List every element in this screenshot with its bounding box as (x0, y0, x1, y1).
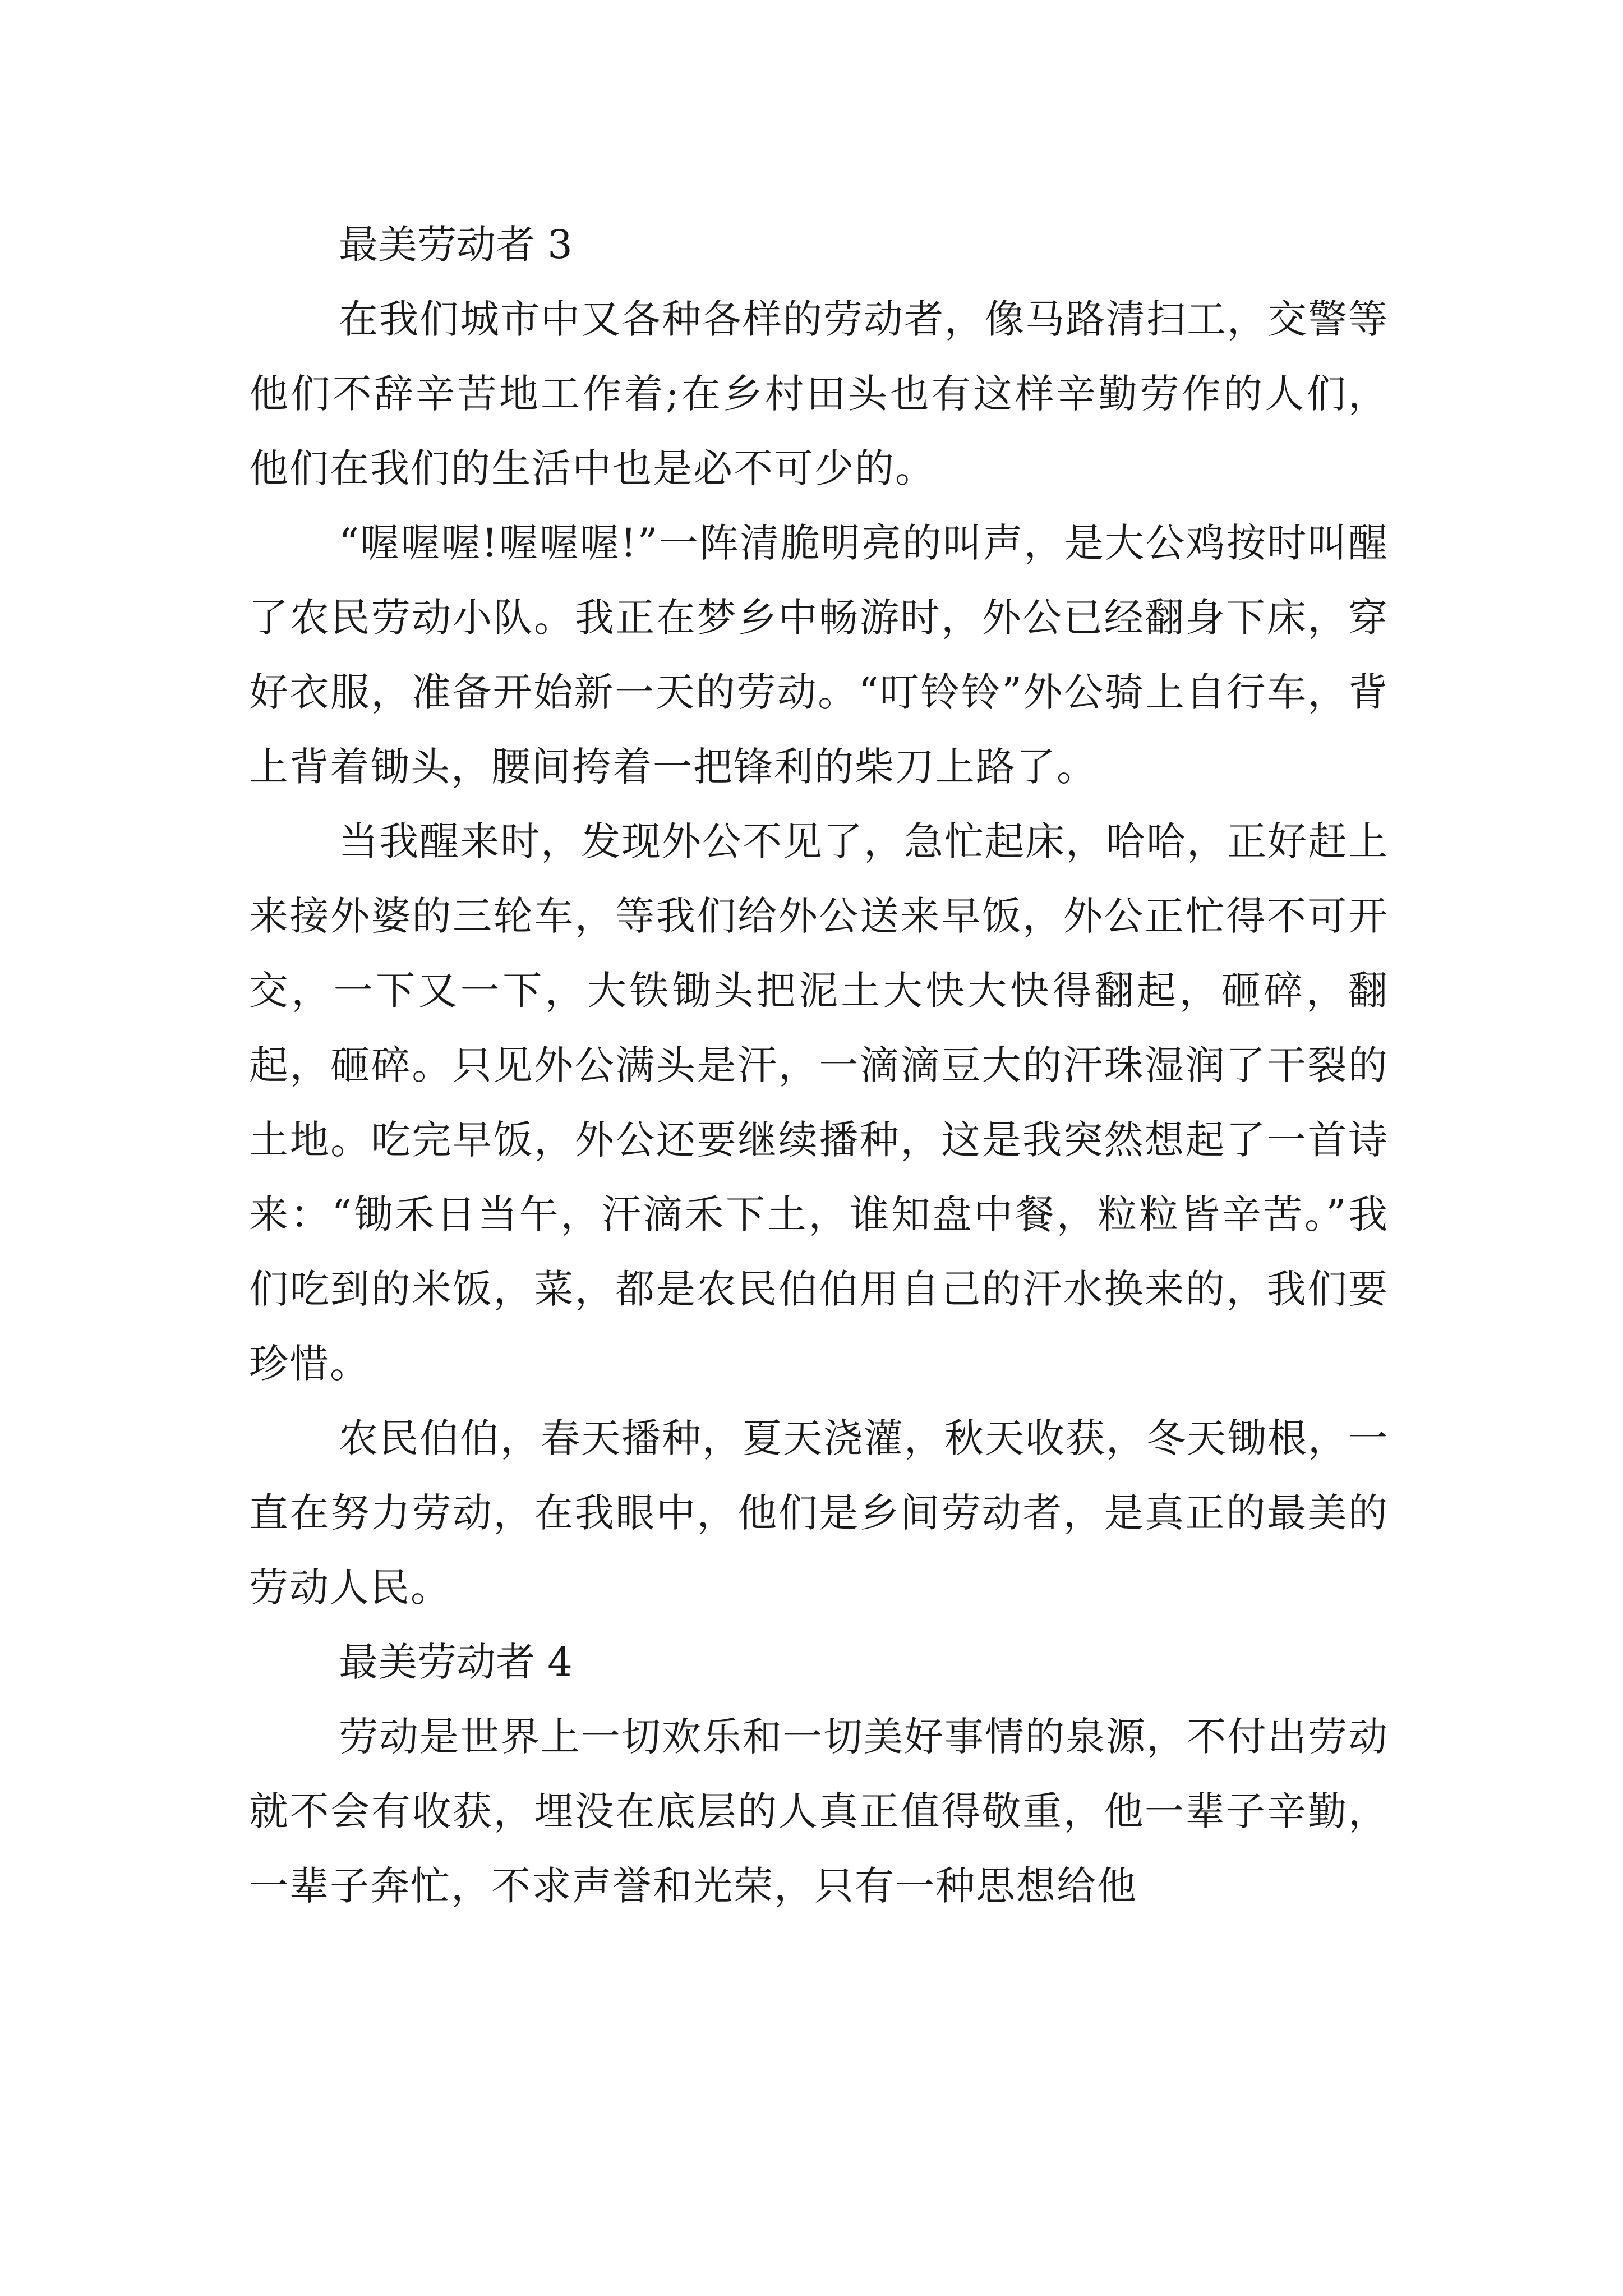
paragraph: 农民伯伯，春天播种，夏天浇灌，秋天收获，冬天锄根，一直在努力劳动，在我眼中，他们是乡间劳动者，是真正的最美的劳动人民。 (249, 1415, 1389, 1611)
paragraph: 劳动是世界上一切欢乐和一切美好事情的泉源，不付出劳动就不会有收获，埋没在底层的人真正值得敬重，他一辈子辛勤，一辈子奔忙，不求声誉和光荣，只有一种思想给他 (249, 1714, 1389, 1909)
section-heading-4: 最美劳动者 4 (339, 1639, 573, 1685)
paragraph: 在我们城市中又各种各样的劳动者，像马路清扫工，交警等他们不辞辛苦地工作着;在乡村田头也有这样辛勤劳作的人们，他们在我们的生活中也是必不可少的。 (249, 296, 1389, 491)
document-body (249, 208, 1389, 1924)
section-heading-3: 最美劳动者 3 (339, 222, 573, 268)
paragraph: “喔喔喔!喔喔喔!”一阵清脆明亮的叫声，是大公鸡按时叫醒了农民劳动小队。我正在梦乡中畅游时，外公已经翻身下床，穿好衣服，准备开始新一天的劳动。“叮铃铃”外公骑上自行车，背上背着锄头，腰间挎着一把锋利的柴刀上路了。 (249, 520, 1389, 790)
paragraph: 当我醒来时，发现外公不见了，急忙起床，哈哈，正好赶上来接外婆的三轮车，等我们给外公送来早饭，外公正忙得不可开交，一下又一下，大铁锄头把泥土大快大快得翻起，砸碎，翻起，砸碎。只见外公满头是汗，一滴滴豆大的汗珠湿润了干裂的土地。吃完早饭，外公还要继续播种，这是我突然想起了一首诗来：“锄禾日当午，汗滴禾下土，谁知盘中餐，粒粒皆辛苦。”我们吃到的米饭，菜，都是农民伯伯用自己的汗水换来的，我们要珍惜。 (249, 818, 1389, 1387)
